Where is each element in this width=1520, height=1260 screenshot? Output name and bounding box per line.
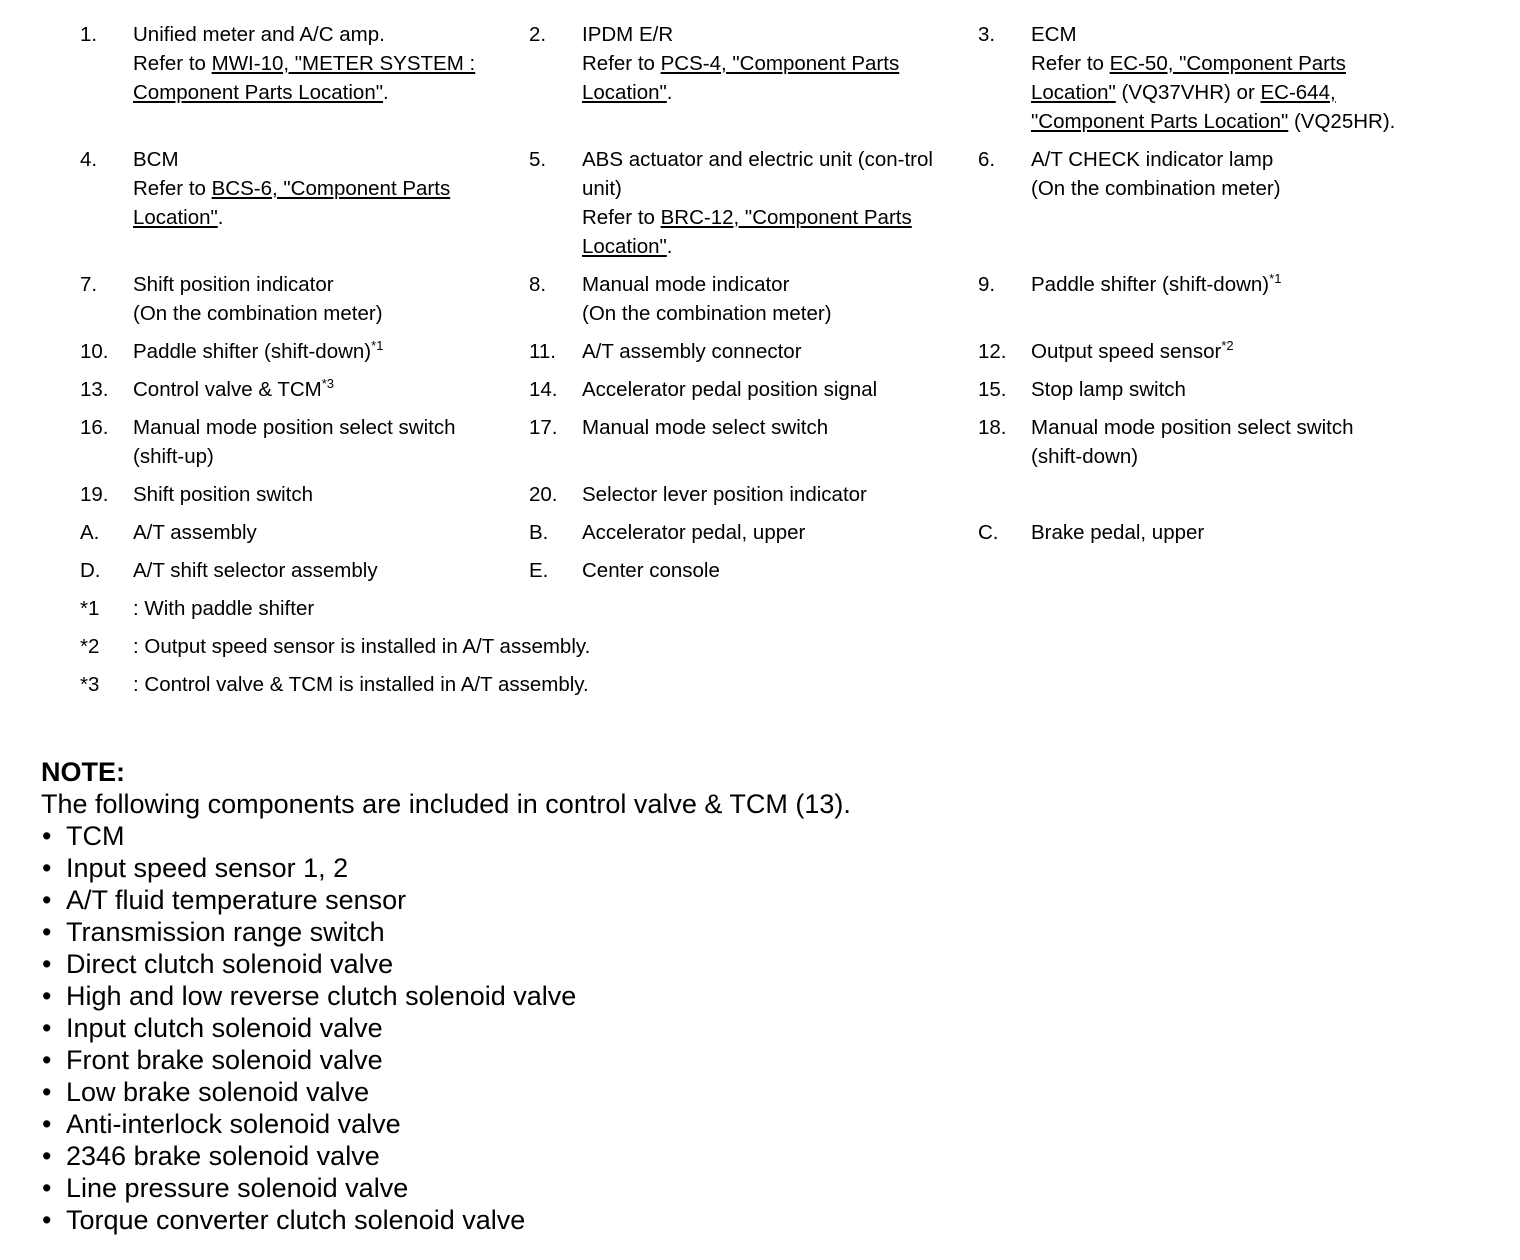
bullet: • [42, 1077, 52, 1107]
item-number: 2. [529, 23, 547, 46]
item-18 [1031, 413, 1431, 471]
list-item-text: Front brake solenoid valve [66, 1045, 383, 1075]
item-number: 17. [529, 416, 558, 439]
refer-text: Refer to [582, 52, 661, 75]
list-item-text: Line pressure solenoid valve [66, 1173, 409, 1203]
item-number: 11. [529, 340, 556, 363]
footnote-text: : Output speed sensor is installed in A/T assembly. [133, 635, 591, 658]
item-number: 14. [529, 378, 558, 401]
item-a [133, 518, 529, 547]
footnote-mark: *2 [80, 635, 100, 658]
item-label: Accelerator pedal, upper [582, 521, 806, 544]
item-number: 12. [978, 340, 1007, 363]
item-11 [582, 337, 978, 366]
item-label: Shift position switch [133, 483, 314, 506]
refer-text: Refer to [133, 52, 212, 75]
ref-link-mwi-10[interactable]: MWI-10, "METER SYSTEM : Component Parts Location" [133, 52, 476, 104]
list-item [41, 852, 851, 884]
item-label: Selector lever position indicator [582, 483, 867, 506]
item-sublabel: (On the combination meter) [1031, 177, 1281, 200]
note-intro: The following components are included in control valve & TCM (13). [41, 789, 851, 819]
item-label: A/T CHECK indicator lamp [1031, 148, 1274, 171]
item-12 [1031, 337, 1431, 366]
list-item [41, 884, 851, 916]
ref-end: . [383, 81, 389, 104]
item-letter: B. [529, 521, 549, 544]
bullet: • [42, 1141, 52, 1171]
item-9 [1031, 270, 1431, 328]
item-number: 15. [978, 378, 1007, 401]
bullet: • [42, 1109, 52, 1139]
list-item [41, 1044, 851, 1076]
list-item-text: Transmission range switch [66, 917, 385, 947]
item-number: 5. [529, 148, 547, 171]
item-1 [133, 20, 529, 136]
item-label: A/T assembly [133, 521, 257, 544]
item-number: 20. [529, 483, 558, 506]
empty-cell [978, 480, 1031, 509]
empty-cell [1031, 556, 1431, 585]
ref-end: . [666, 81, 673, 104]
list-item [41, 1108, 851, 1140]
item-20 [582, 480, 978, 509]
item-label: BCM [133, 148, 179, 171]
item-letter: A. [80, 521, 100, 544]
item-label: Stop lamp switch [1031, 378, 1186, 401]
item-number: 4. [80, 148, 98, 171]
footnote-ref: *1 [371, 338, 384, 353]
item-label: Manual mode select switch [582, 416, 829, 439]
note-list [41, 820, 851, 1236]
refer-text: Refer to [1031, 52, 1110, 75]
item-label: Brake pedal, upper [1031, 521, 1205, 544]
item-19 [133, 480, 529, 509]
item-3 [1031, 20, 1431, 136]
item-6 [1031, 145, 1431, 261]
item-number: 10. [80, 340, 109, 363]
item-d [133, 556, 529, 585]
ref-end: . [217, 206, 224, 229]
list-item-text: Input speed sensor 1, 2 [66, 853, 349, 883]
item-7 [133, 270, 529, 328]
item-number: 18. [978, 416, 1007, 439]
item-number: 1. [80, 23, 98, 46]
item-label: A/T shift selector assembly [133, 559, 378, 582]
bullet: • [42, 821, 52, 851]
bullet: • [42, 917, 52, 947]
bullet: • [42, 1173, 52, 1203]
item-label: Center console [582, 559, 720, 582]
refer-text: Refer to [133, 177, 212, 200]
list-item-text: Input clutch solenoid valve [66, 1013, 383, 1043]
item-15 [1031, 375, 1431, 404]
list-item [41, 820, 851, 852]
ref-link-ec-644[interactable]: EC-644, "Component Parts Location" [1031, 81, 1336, 133]
list-item-text: A/T fluid temperature sensor [66, 885, 407, 915]
item-label: A/T assembly connector [582, 340, 802, 363]
list-item [41, 1140, 851, 1172]
footnote-ref: *3 [321, 376, 335, 391]
bullet: • [42, 1013, 52, 1043]
item-label: ABS actuator and electric unit (con-trol unit) [582, 148, 933, 200]
item-sublabel: (shift-down) [1031, 445, 1139, 468]
item-16 [133, 413, 529, 471]
list-item [41, 948, 851, 980]
item-letter: E. [529, 559, 549, 582]
footnote-ref: *2 [1221, 338, 1234, 353]
item-4 [133, 145, 529, 261]
list-item-text: TCM [66, 821, 125, 851]
item-number: 9. [978, 273, 996, 296]
ref-end: . [666, 235, 673, 258]
item-17 [582, 413, 978, 471]
item-number: 7. [80, 273, 98, 296]
footnote-text: : With paddle shifter [133, 597, 315, 620]
item-14 [582, 375, 978, 404]
item-label: Unified meter and A/C amp. [133, 23, 385, 46]
item-label: Paddle shifter (shift-down) [133, 340, 372, 363]
item-letter: C. [978, 521, 999, 544]
bullet: • [42, 1205, 52, 1235]
bullet: • [42, 885, 52, 915]
list-item-text: Torque converter clutch solenoid valve [66, 1205, 526, 1235]
list-item [41, 1012, 851, 1044]
list-item-text: Anti-interlock solenoid valve [66, 1109, 401, 1139]
ref-end: (VQ25HR). [1288, 110, 1396, 133]
list-item [41, 980, 851, 1012]
item-label: Manual mode position select switch [133, 416, 456, 439]
item-2 [582, 20, 978, 136]
list-item [41, 1076, 851, 1108]
bullet: • [42, 1045, 52, 1075]
ref-link-brc-12[interactable]: BRC-12, "Component Parts Location" [582, 206, 912, 258]
item-sublabel: (shift-up) [133, 445, 214, 468]
item-10 [133, 337, 529, 366]
item-sublabel: (On the combination meter) [133, 302, 383, 325]
item-label: Output speed sensor [1031, 340, 1222, 363]
list-item [41, 916, 851, 948]
item-number: 8. [529, 273, 547, 296]
list-item-text: High and low reverse clutch solenoid valve [66, 981, 577, 1011]
item-label: Paddle shifter (shift-down) [1031, 273, 1270, 296]
note-heading: NOTE: [41, 757, 125, 787]
item-label: Manual mode position select switch [1031, 416, 1354, 439]
list-item [41, 1204, 851, 1236]
bullet: • [42, 853, 52, 883]
ref-link-bcs-6[interactable]: BCS-6, "Component Parts Location" [133, 177, 451, 229]
empty-cell [1031, 480, 1431, 509]
item-label: ECM [1031, 23, 1077, 46]
note-section [41, 756, 851, 1236]
bullet: • [42, 981, 52, 1011]
item-number: 6. [978, 148, 996, 171]
list-item [41, 1172, 851, 1204]
item-letter: D. [80, 559, 101, 582]
bullet: • [42, 949, 52, 979]
item-5 [582, 145, 978, 261]
footnote-text: : Control valve & TCM is installed in A/T assembly. [133, 673, 589, 696]
refer-text: Refer to [582, 206, 661, 229]
item-label: Control valve & TCM [133, 378, 322, 401]
item-8 [582, 270, 978, 328]
list-item-text: Direct clutch solenoid valve [66, 949, 394, 979]
footnote-mark: *1 [80, 597, 100, 620]
ref-link-ec-50[interactable]: EC-50, "Component Parts Location" [1031, 52, 1346, 104]
item-13 [133, 375, 529, 404]
item-number: 13. [80, 378, 109, 401]
item-label: IPDM E/R [582, 23, 674, 46]
component-legend [80, 20, 1431, 699]
ref-mid: (VQ37VHR) or [1115, 81, 1261, 104]
item-b [582, 518, 978, 547]
item-label: Manual mode indicator [582, 273, 790, 296]
item-number: 16. [80, 416, 109, 439]
item-number: 19. [80, 483, 109, 506]
list-item-text: 2346 brake solenoid valve [66, 1141, 380, 1171]
item-label: Accelerator pedal position signal [582, 378, 878, 401]
item-sublabel: (On the combination meter) [582, 302, 832, 325]
item-e [582, 556, 978, 585]
item-number: 3. [978, 23, 996, 46]
list-item-text: Low brake solenoid valve [66, 1077, 370, 1107]
empty-cell [978, 556, 1031, 585]
footnote-ref: *1 [1269, 271, 1282, 286]
ref-link-pcs-4[interactable]: PCS-4, "Component Parts Location" [582, 52, 900, 104]
item-c [1031, 518, 1431, 547]
item-label: Shift position indicator [133, 273, 334, 296]
footnote-mark: *3 [80, 673, 100, 696]
